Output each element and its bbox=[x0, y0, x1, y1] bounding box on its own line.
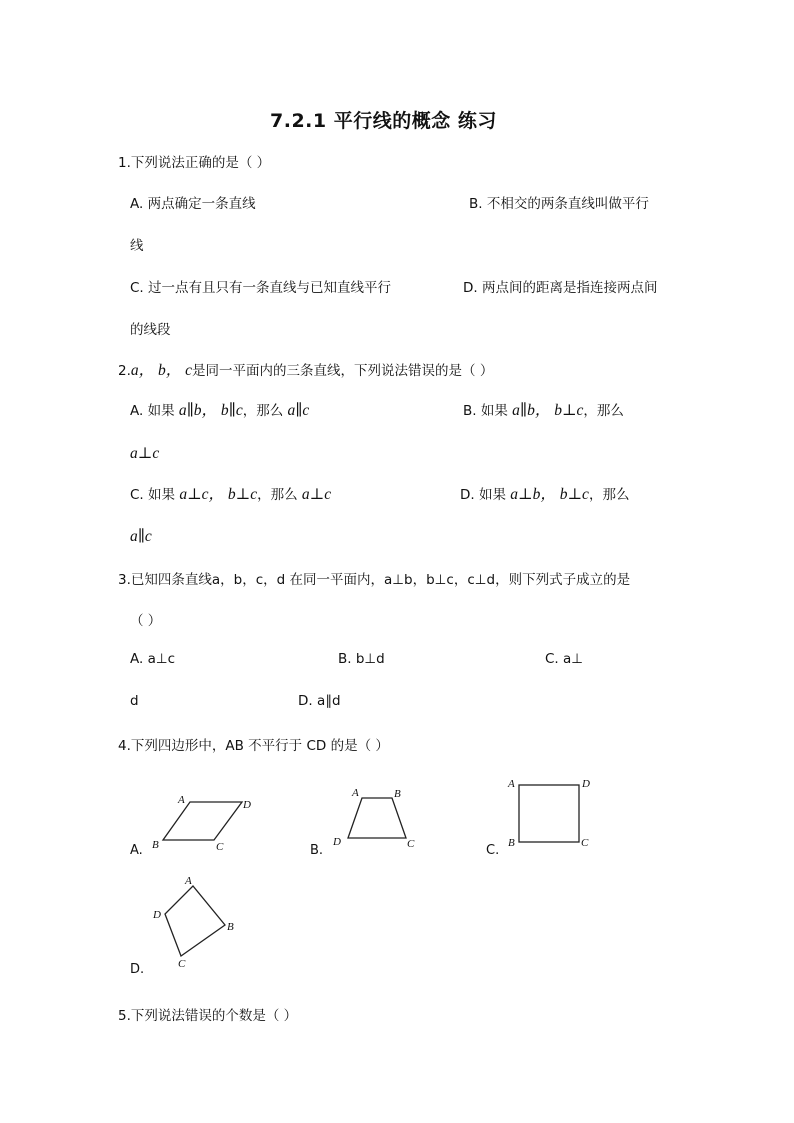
option-condition: a∥b， b⊥c bbox=[512, 402, 584, 419]
question-4-figure-c bbox=[505, 775, 597, 851]
option-condition: a∥b， b∥c bbox=[178, 402, 243, 419]
question-4-stem: 4.下列四边形中，AB 不平行于 CD 的是（ ） bbox=[118, 738, 389, 754]
vertex-label-c: C bbox=[407, 838, 415, 850]
question-2-number: 2. bbox=[118, 363, 131, 379]
vertex-label-c: C bbox=[178, 958, 186, 970]
vertex-label-b: B bbox=[394, 788, 401, 800]
question-2-option-a bbox=[130, 398, 309, 420]
vertex-label-b: B bbox=[227, 921, 234, 933]
question-1-option-b-continued: 线 bbox=[130, 238, 144, 254]
option-result: a⊥c bbox=[301, 486, 332, 503]
option-then: ，那么 bbox=[257, 487, 298, 503]
parallelogram-shape bbox=[163, 802, 242, 840]
option-condition: a⊥c， b⊥c bbox=[179, 486, 258, 503]
question-2-option-c bbox=[130, 482, 331, 504]
vertex-label-d: D bbox=[582, 778, 590, 790]
question-2-stem-text: 是同一平面内的三条直线，下列说法错误的是（ ） bbox=[192, 363, 494, 379]
vertex-label-a: A bbox=[508, 778, 515, 790]
question-2-option-d-result: a∥c bbox=[130, 528, 152, 545]
vertex-label-c: C bbox=[216, 841, 224, 852]
question-2-stem bbox=[118, 358, 493, 380]
trapezoid-shape bbox=[348, 798, 406, 838]
vertex-label-c: C bbox=[581, 837, 589, 849]
question-4-option-d-label: D. bbox=[130, 962, 145, 977]
vertex-label-b: B bbox=[508, 837, 515, 849]
question-1-option-a: A. 两点确定一条直线 bbox=[130, 196, 256, 212]
vertex-label-d: D bbox=[243, 799, 251, 811]
question-1-stem: 1.下列说法正确的是（ ） bbox=[118, 155, 271, 171]
vertex-label-d: D bbox=[333, 836, 341, 848]
quadrilateral-shape bbox=[165, 886, 225, 956]
question-2-option-b-result: a⊥c bbox=[130, 445, 160, 462]
question-3-stem: 3.已知四条直线a，b，c，d 在同一平面内，a⊥b，b⊥c，c⊥d，则下列式子成立的是 bbox=[118, 572, 631, 588]
option-then: ，那么 bbox=[242, 403, 284, 419]
question-3-option-b: B. b⊥d bbox=[338, 651, 385, 667]
question-2-option-b bbox=[463, 398, 624, 420]
question-4-option-c-label: C. bbox=[486, 843, 500, 858]
option-condition: a⊥b， b⊥c bbox=[510, 486, 589, 503]
question-3-option-a: A. a⊥c bbox=[130, 651, 176, 667]
question-3-option-c: C. a⊥ bbox=[545, 651, 584, 667]
question-1-option-d-continued: 的线段 bbox=[130, 322, 171, 338]
option-then: ，那么 bbox=[583, 403, 624, 419]
question-3-paren: （ ） bbox=[130, 613, 162, 629]
page-title: 7.2.1 平行线的概念 练习 bbox=[270, 110, 497, 132]
vertex-label-a: A bbox=[352, 787, 359, 799]
option-then: ，那么 bbox=[588, 487, 630, 503]
question-2-option-d bbox=[460, 482, 629, 504]
option-label: D. 如果 bbox=[460, 487, 506, 503]
option-label: B. 如果 bbox=[463, 403, 508, 419]
question-2-variables: a， b， c bbox=[130, 362, 193, 379]
question-3-option-d: D. a∥d bbox=[298, 693, 341, 709]
question-4-figure-a bbox=[150, 790, 260, 852]
question-1-option-c: C. 过一点有且只有一条直线与已知直线平行 bbox=[130, 280, 392, 296]
question-4-option-b-label: B. bbox=[310, 843, 324, 858]
vertex-label-d: D bbox=[153, 909, 161, 921]
question-4-figure-d bbox=[145, 872, 245, 972]
question-3-option-c-continued: d bbox=[130, 693, 139, 709]
vertex-label-a: A bbox=[185, 875, 192, 887]
question-4-figure-b bbox=[328, 783, 423, 853]
vertex-label-b: B bbox=[152, 839, 159, 851]
question-5-stem: 5.下列说法错误的个数是（ ） bbox=[118, 1008, 298, 1024]
question-1-option-d: D. 两点间的距离是指连接两点间 bbox=[463, 280, 658, 296]
question-1-option-b: B. 不相交的两条直线叫做平行 bbox=[469, 196, 649, 212]
option-label: C. 如果 bbox=[130, 487, 176, 503]
option-result: a∥c bbox=[287, 402, 310, 419]
square-shape bbox=[519, 785, 579, 842]
option-label: A. 如果 bbox=[130, 403, 175, 419]
question-4-option-a-label: A. bbox=[130, 843, 143, 858]
vertex-label-a: A bbox=[178, 794, 185, 806]
